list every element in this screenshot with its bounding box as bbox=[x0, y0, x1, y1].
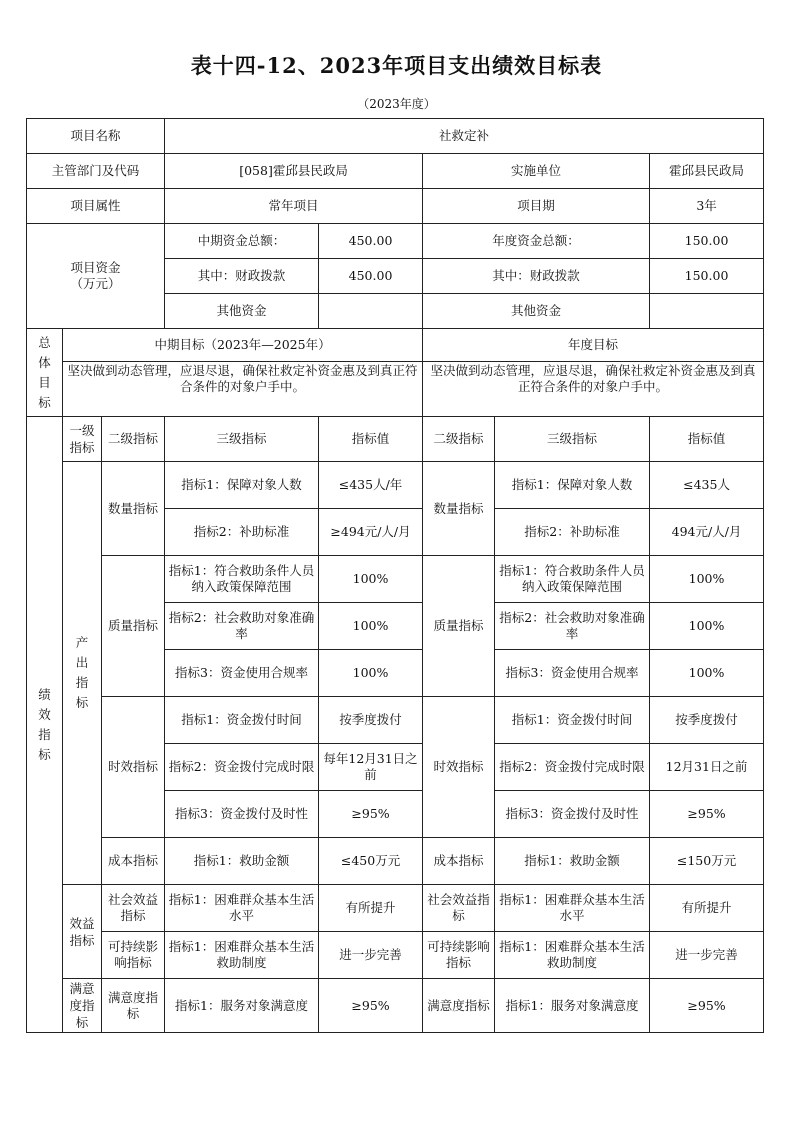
year-indicator: 指标1：救助金额 bbox=[495, 838, 650, 885]
year-indicator: 指标1：服务对象满意度 bbox=[495, 979, 650, 1033]
mid-goal-text: 坚决做到动态管理，应退尽退，确保社救定补资金惠及到真正符合条件的对象户手中。 bbox=[63, 362, 423, 417]
year-value: 12月31日之前 bbox=[650, 744, 764, 791]
satisfaction-label-year: 满意度指标 bbox=[423, 979, 495, 1033]
year-goal-text: 坚决做到动态管理，应退尽退，确保社救定补资金惠及到真正符合条件的对象户手中。 bbox=[423, 362, 764, 417]
dept-row bbox=[27, 154, 764, 189]
sustain-label-year: 可持续影响指标 bbox=[423, 932, 495, 979]
year-value: 494元/人/月 bbox=[650, 509, 764, 556]
year-indicator: 指标1：困难群众基本生活水平 bbox=[495, 885, 650, 932]
attr-value: 常年项目 bbox=[165, 189, 423, 224]
year-indicator: 指标2：社会救助对象准确率 bbox=[495, 603, 650, 650]
year-indicator: 指标1：符合救助条件人员纳入政策保障范围 bbox=[495, 556, 650, 603]
year-value: 进一步完善 bbox=[650, 932, 764, 979]
year-indicator: 指标1：保障对象人数 bbox=[495, 462, 650, 509]
mid-other-value bbox=[319, 294, 423, 329]
funds-total-row bbox=[27, 224, 764, 259]
header-level3-year: 三级指标 bbox=[495, 417, 650, 462]
mid-indicator: 指标1：符合救助条件人员纳入政策保障范围 bbox=[165, 556, 319, 603]
mid-value: ≤450万元 bbox=[319, 838, 423, 885]
quality-label-year: 质量指标 bbox=[423, 556, 495, 697]
mid-indicator: 指标3：资金使用合规率 bbox=[165, 650, 319, 697]
page-title: 表十四-12、2023年项目支出绩效目标表 bbox=[190, 53, 603, 78]
project-name-label: 项目名称 bbox=[27, 119, 165, 154]
timeliness-label-mid: 时效指标 bbox=[102, 697, 165, 838]
project-name-value: 社救定补 bbox=[165, 119, 764, 154]
year-value: 有所提升 bbox=[650, 885, 764, 932]
table-row bbox=[27, 556, 764, 603]
cost-label-mid: 成本指标 bbox=[102, 838, 165, 885]
year-value: ≥95% bbox=[650, 791, 764, 838]
mid-indicator: 指标1：救助金额 bbox=[165, 838, 319, 885]
impl-value: 霍邱县民政局 bbox=[650, 154, 764, 189]
mid-indicator: 指标3：资金拨付及时性 bbox=[165, 791, 319, 838]
year-other-label: 其他资金 bbox=[423, 294, 650, 329]
mid-value: ≥95% bbox=[319, 979, 423, 1033]
year-fiscal-label: 其中：财政拨款 bbox=[423, 259, 650, 294]
benefit-label: 效益指标 bbox=[63, 885, 102, 979]
mid-value: 100% bbox=[319, 603, 423, 650]
mid-indicator: 指标1：资金拨付时间 bbox=[165, 697, 319, 744]
perf-label: 绩效指标 bbox=[27, 417, 63, 1033]
year-indicator: 指标3：资金拨付及时性 bbox=[495, 791, 650, 838]
year-value: 100% bbox=[650, 556, 764, 603]
mid-value: 按季度拨付 bbox=[319, 697, 423, 744]
year-value: 100% bbox=[650, 650, 764, 697]
year-value: ≤150万元 bbox=[650, 838, 764, 885]
mid-total-label: 中期资金总额： bbox=[165, 224, 319, 259]
mid-indicator: 指标1：困难群众基本生活救助制度 bbox=[165, 932, 319, 979]
attr-row bbox=[27, 189, 764, 224]
funds-label: 项目资金 （万元） bbox=[27, 224, 165, 329]
mid-indicator: 指标1：保障对象人数 bbox=[165, 462, 319, 509]
mid-other-label: 其他资金 bbox=[165, 294, 319, 329]
year-value: 100% bbox=[650, 603, 764, 650]
mid-indicator: 指标2：补助标准 bbox=[165, 509, 319, 556]
year-value: ≥95% bbox=[650, 979, 764, 1033]
mid-indicator: 指标2：资金拨付完成时限 bbox=[165, 744, 319, 791]
year-indicator: 指标2：资金拨付完成时限 bbox=[495, 744, 650, 791]
header-value-year: 指标值 bbox=[650, 417, 764, 462]
year-value: ≤435人 bbox=[650, 462, 764, 509]
social-label-year: 社会效益指标 bbox=[423, 885, 495, 932]
mid-indicator: 指标1：服务对象满意度 bbox=[165, 979, 319, 1033]
mid-total-value: 450.00 bbox=[319, 224, 423, 259]
goals-text-row bbox=[27, 362, 764, 417]
mid-fiscal-label: 其中：财政拨款 bbox=[165, 259, 319, 294]
dept-label: 主管部门及代码 bbox=[27, 154, 165, 189]
attr-label: 项目属性 bbox=[27, 189, 165, 224]
year-fiscal-value: 150.00 bbox=[650, 259, 764, 294]
year-total-label: 年度资金总额： bbox=[423, 224, 650, 259]
mid-value: 每年12月31日之前 bbox=[319, 744, 423, 791]
project-name-row bbox=[27, 119, 764, 154]
cost-label-year: 成本指标 bbox=[423, 838, 495, 885]
social-label-mid: 社会效益指标 bbox=[102, 885, 165, 932]
mid-value: 100% bbox=[319, 556, 423, 603]
mid-value: 进一步完善 bbox=[319, 932, 423, 979]
period-label: 项目期 bbox=[423, 189, 650, 224]
year-indicator: 指标1：资金拨付时间 bbox=[495, 697, 650, 744]
header-level1: 一级指标 bbox=[63, 417, 102, 462]
mid-value: 100% bbox=[319, 650, 423, 697]
table-row bbox=[27, 838, 764, 885]
year-goal-header: 年度目标 bbox=[423, 329, 764, 362]
indicator-header-row bbox=[27, 417, 764, 462]
header-value-mid: 指标值 bbox=[319, 417, 423, 462]
timeliness-label-year: 时效指标 bbox=[423, 697, 495, 838]
table-row bbox=[27, 697, 764, 744]
goals-label: 总体目标 bbox=[27, 329, 63, 417]
mid-value: ≥95% bbox=[319, 791, 423, 838]
mid-value: ≤435人/年 bbox=[319, 462, 423, 509]
table-row bbox=[27, 462, 764, 509]
header-level2-mid: 二级指标 bbox=[102, 417, 165, 462]
mid-value: 有所提升 bbox=[319, 885, 423, 932]
output-label: 产出指标 bbox=[63, 462, 102, 885]
goals-header-row bbox=[27, 329, 764, 362]
year-indicator: 指标1：困难群众基本生活救助制度 bbox=[495, 932, 650, 979]
year-note: （2023年度） bbox=[357, 97, 436, 111]
performance-table bbox=[26, 118, 764, 1033]
year-value: 按季度拨付 bbox=[650, 697, 764, 744]
table-row bbox=[27, 932, 764, 979]
mid-goal-header: 中期目标（2023年—2025年） bbox=[63, 329, 423, 362]
table-row bbox=[27, 979, 764, 1033]
year-indicator: 指标3：资金使用合规率 bbox=[495, 650, 650, 697]
year-indicator: 指标2：补助标准 bbox=[495, 509, 650, 556]
dept-value: [058]霍邱县民政局 bbox=[165, 154, 423, 189]
header-level3-mid: 三级指标 bbox=[165, 417, 319, 462]
year-other-value bbox=[650, 294, 764, 329]
quantity-label-mid: 数量指标 bbox=[102, 462, 165, 556]
mid-value: ≥494元/人/月 bbox=[319, 509, 423, 556]
satisfaction-label: 满意度指标 bbox=[63, 979, 102, 1033]
mid-fiscal-value: 450.00 bbox=[319, 259, 423, 294]
satisfaction-label-mid: 满意度指标 bbox=[102, 979, 165, 1033]
table-row bbox=[27, 885, 764, 932]
year-total-value: 150.00 bbox=[650, 224, 764, 259]
quality-label-mid: 质量指标 bbox=[102, 556, 165, 697]
header-level2-year: 二级指标 bbox=[423, 417, 495, 462]
mid-indicator: 指标1：困难群众基本生活水平 bbox=[165, 885, 319, 932]
period-value: 3年 bbox=[650, 189, 764, 224]
mid-indicator: 指标2：社会救助对象准确率 bbox=[165, 603, 319, 650]
quantity-label-year: 数量指标 bbox=[423, 462, 495, 556]
impl-label: 实施单位 bbox=[423, 154, 650, 189]
sustain-label-mid: 可持续影响指标 bbox=[102, 932, 165, 979]
